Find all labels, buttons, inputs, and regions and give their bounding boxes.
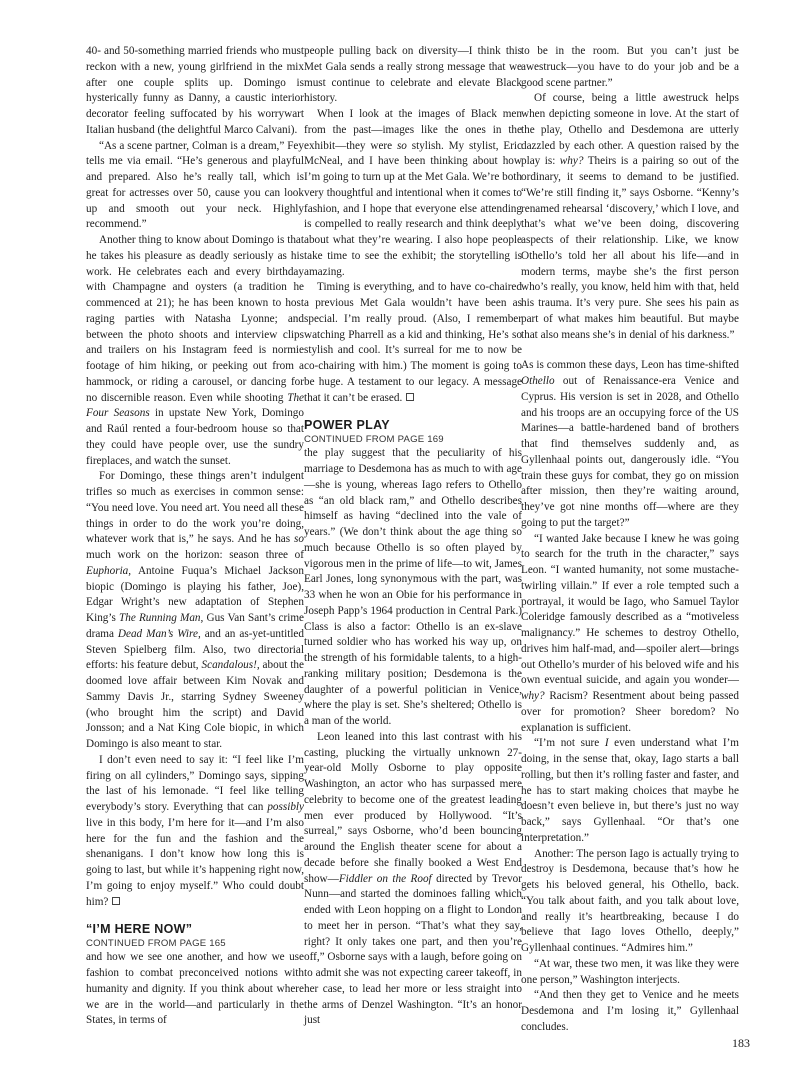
paragraph: to be in the room. But you can’t just be awestruck—you have to do your job and be a good scene partner.” [521,45,739,89]
continued-from-label: CONTINUED FROM PAGE 169 [304,434,444,446]
section-header-power-play [304,418,522,446]
paragraph: the play suggest that the peculiarity of his marriage to Desdemona has as much to with age—she is young, whereas Iago refers to Othello as “an old black ram,” and Othello describes himself as having “declined into the vale of years.” (We don’t think about the age thing so much because Othello is so often played by vigorous men in the prime of life—to wit, James Earl Jones, long synonymous with the part, was 33 when he won an Obie for his performance in Joseph Papp’s 1964 production in Central Park.) Class is also a factor: Othello is an ex-slave turned soldier who has worked his way up, on the strength of his formidable talents, to a high-ranking military position; Desdemona is the daughter of a powerful politician in Venice, where the play is set. She’s sheltered; Othello is a man of the world. [304,447,522,727]
paragraph: people pulling back on diversity—I think this Met Gala sends a really strong message that we must continue to celebrate and elevate Black history. [304,45,522,105]
paragraph: “I’m not sure I even understand what I’m doing, in the sense that, okay, Iago starts a ball rolling, but then it’s rolling faster and faster, and he has to start making choices that maybe he doesn’t even believe in, but there’s just no way back,” says Gyllenhaal. “Or that’s one interpretation.” [521,737,739,844]
paragraph: “And then they get to Venice and he meets Desdemona and I’m losing it,” Gyllenhaal concludes. [521,989,739,1033]
paragraph: When I look at the images of Black men from the past—images like the ones in the exhibit—they were so stylish. My stylist, Eric McNeal, and I have been thinking about how I’m going to turn up at the Met Gala. We’re both very thoughtful and intentional when it comes to fashion, and I hope that everyone else attending is compelled to really research and think deeply about what they’re wearing. I also hope people take time to see the exhibit; the storytelling is amazing. [304,108,522,278]
paragraph: I don’t even need to say it: “I feel like I’m firing on all cylinders,” Domingo says, sipping the last of his lemonade. “I feel like telling everybody’s story. Everything that can possibly live in this body, I’m here for it—and I’m also here for the fun and the fashion and the shenanigans. I don’t know how long this is going to last, but while it’s happening right now, I’m going to enjoy myself.” Who could doubt him? [86,753,304,908]
paragraph: “I wanted Jake because I knew he was going to search for the truth in the character,” says Leon. “I wanted humanity, not some mustache-twirling villain.” If ever a role tempted such a portrayal, it would be Iago, who Samuel Taylor Coleridge famously described as a “motiveless malignancy.” He schemes to destroy Othello, drives him half-mad, and—spoiler alert—brings out Othello’s murder of his beloved wife and his own eventual suicide, and again you wonder—why? Racism? Resentment about being passed over for promotion? Sheer boredom? No explanation is sufficient. [521,532,739,734]
continued-from-label: CONTINUED FROM PAGE 165 [86,938,226,950]
section-heading: “I’M HERE NOW” [86,922,193,937]
page-number: 183 [732,1036,750,1050]
end-mark-icon [406,393,414,401]
paragraph: “As a scene partner, Colman is a dream,” Fey tells me via email. “He’s generous and playful and prepared. Also he’s really tall, which is great for actresses over 50, cause you can look up and smooth out your neck. Highly recommend.” [86,139,304,231]
paragraph: Another: The person Iago is actually trying to destroy is Desdemona, because that’s how he gets his beloved general, his Othello, back. “You talk about faith, and you talk about love, and really it’s heartbreaking, because I do believe that Iago loves Othello, deeply,” Gyllenhaal continues. “Admires him.” [521,847,739,954]
paragraph: Leon leaned into this last contrast with his casting, plucking the virtually unknown 27-year-old Molly Osborne to play opposite Washington, an actor who has surpassed mere celebrity to become one of the greatest leading men ever produced by Hollywood. “It’s surreal,” says Osborne, who’d been bouncing around the English theater scene for about a decade before she finally booked a West End show—Fiddler on the Roof directed by Trevor Nunn—and started the dominoes falling which ended with Leon hopping on a flight to London to meet her in person. “That’s what they say, right? It only takes one part, and then you’re off,” Osborne says with a laugh, before going on to admit she was not expecting career takeoff, in her case, to lead her more or less straight into the arms of Denzel Washington. “It’s an honor just [304,730,523,1027]
paragraph: and how we see one another, and how we use fashion to combat preconceived notions with humanity and dignity. If you think about where we are in the world—and particularly in the States, in terms of [86,951,304,1027]
paragraph: Another thing to know about Domingo is that he takes his pleasure as deadly seriously as his work. He celebrates each and every birthday with Champagne and oysters (a tradition he commenced at 21); he has been known to host raging parties with Natasha Lyonne; and between the photo shoots and interview clips and trailers on his Instagram feed is normie footage of him hiking, or peeking out from a hammock, or riding a carousel, or dancing for no discernible reason. Even while shooting The Four Seasons in upstate New York, Domingo and Raúl rented a four-bedroom house so that they could have people over, use the sundry fireplaces, and watch the sunset. [86,234,304,467]
text-column-3 [521,44,739,1036]
section-header-here-now [86,922,304,950]
text-column-2 [304,44,522,1029]
paragraph: For Domingo, these things aren’t indulgent trifles so much as exercises in common sense: “You need love. You need art. You need all these things in order to do the work you’re doing, whatever work that is,” he says. And he has so much work on the horizon: season three of Euphoria, Antoine Fuqua’s Michael Jackson biopic (Domingo is playing his father, Joe), Edgar Wright’s new adaptation of Stephen King’s The Running Man, Gus Van Sant’s crime drama Dead Man’s Wire, and an as-yet-untitled Steven Spielberg film. Also, two directorial efforts: his feature debut, Scandalous!, about the doomed love affair between Kim Novak and Sammy Davis Jr., starring Sydney Sweeney (who brought him the script) and David Jonsson; and a Nat King Cole biopic, in which Domingo is also meant to star. [86,470,305,750]
paragraph: “At war, these two men, it was like they were one person,” Washington interjects. [521,957,739,986]
section-heading: POWER PLAY [304,418,390,433]
paragraph: As is common these days, Leon has time-shifted Othello out of Renaissance-era Venice and Cyprus. His version is set in 2028, and Othello and his troops are an occupying force of the US Marines—a battle-hardened band of brothers that find themselves suddenly and, as Gyllenhaal points out, dangerously idle. “You train these guys for combat, they go on mission after mission, then they’re waiting around, they’ve got nine months off—where are they going to put the target?” [521,359,739,529]
paragraph: Of course, being a little awestruck helps when depicting someone in love. At the start of the play, Othello and Desdemona are utterly dazzled by each other. A question raised by the play is: why? Theirs is a pairing so out of the ordinary, it seems to demand to be justified. “We’re still finding it,” says Osborne. “Kenny’s renamed rehearsal ‘discovery,’ which I love, and that’s what we’ve been doing, discovering aspects of their relationship. Like, we know Othello’s told her all about his life—and in modern terms, maybe she’s the first person who’s really, you know, held him with that, held his trauma. It’s very pure. She sees his pain as part of what makes him beautiful. But maybe that also means she’s in denial of his darkness.” [521,92,739,341]
end-mark-icon [112,897,120,905]
paragraph: 40- and 50-something married friends who must reckon with a new, young girlfriend in the mix after one couple splits up. Domingo is hysterically funny as Danny, a caustic interior decorator feeling suffocated by his worrywart Italian husband (the delightful Marco Calvani). [86,45,304,136]
paragraph: Timing is everything, and to have co-chaired a previous Met Gala wouldn’t have been as special. I’m really proud. (Also, I remember watching Pharrell as a kid and thinking, He’s so stylish and cool. It’s surreal for me to now be co-chairing with him.) The moment is going to be huge. A testament to our legacy. A message that it can’t be erased. [304,281,522,404]
text-column-1 [86,44,304,1029]
